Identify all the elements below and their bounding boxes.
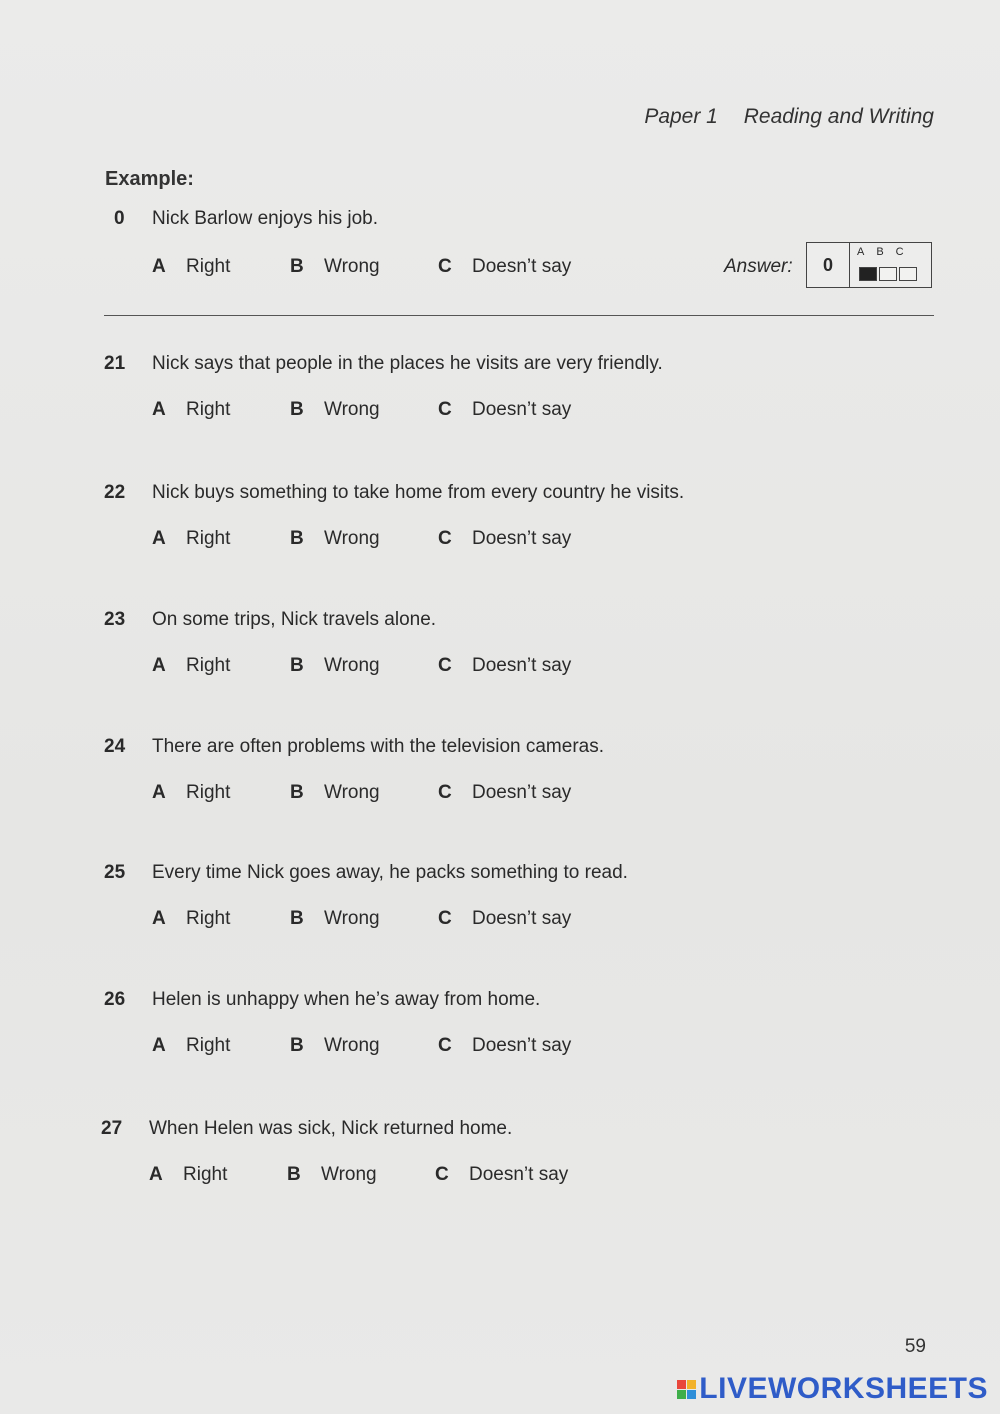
option-c[interactable]: C Doesn’t say xyxy=(438,782,572,803)
option-c[interactable]: C Doesn’t say xyxy=(438,1035,572,1056)
option-a[interactable]: A Right xyxy=(152,1035,231,1056)
question-text: On some trips, Nick travels alone. xyxy=(152,609,437,630)
question-text: Nick says that people in the places he visits are very friendly. xyxy=(152,353,663,374)
option-a[interactable]: A Right xyxy=(152,528,231,549)
answer-box xyxy=(806,242,932,288)
question-26 xyxy=(104,989,944,1065)
option-a[interactable]: A Right xyxy=(149,1164,228,1185)
option-a[interactable]: A Right xyxy=(152,399,231,420)
example-heading: Example: xyxy=(105,168,194,190)
option-b[interactable]: B Wrong xyxy=(290,1035,380,1056)
option-a[interactable]: A Right xyxy=(152,908,231,929)
answer-number: 0 xyxy=(807,243,850,287)
option-b[interactable]: B Wrong xyxy=(290,908,380,929)
question-text: Every time Nick goes away, he packs something to read. xyxy=(152,862,628,883)
question-22 xyxy=(104,482,944,558)
question-23 xyxy=(104,609,944,685)
option-b[interactable]: B Wrong xyxy=(287,1164,377,1185)
option-c[interactable]: C Doesn’t say xyxy=(438,528,572,549)
question-24 xyxy=(104,736,944,812)
question-text: When Helen was sick, Nick returned home. xyxy=(149,1118,513,1139)
question-number: 26 xyxy=(104,989,126,1010)
logo-icon xyxy=(677,1380,696,1399)
answer-label: Answer: xyxy=(724,256,793,277)
option-b[interactable]: B Wrong xyxy=(290,782,380,803)
option-b[interactable]: B Wrong xyxy=(290,399,380,420)
section-label: Reading and Writing xyxy=(743,105,934,128)
option-c: C Doesn’t say xyxy=(438,256,572,277)
divider xyxy=(104,315,934,316)
question-27 xyxy=(101,1118,941,1194)
question-text: There are often problems with the television cameras. xyxy=(152,736,604,757)
answer-square-a xyxy=(859,267,877,281)
paper-label: Paper 1 xyxy=(644,105,718,128)
answer-square-b xyxy=(879,267,897,281)
option-c[interactable]: C Doesn’t say xyxy=(438,908,572,929)
liveworksheets-logo xyxy=(677,1372,988,1406)
answer-letters: ABC xyxy=(857,246,916,258)
question-number: 25 xyxy=(104,862,126,883)
question-number: 21 xyxy=(104,353,126,374)
example-question xyxy=(104,208,944,286)
option-c[interactable]: C Doesn’t say xyxy=(435,1164,569,1185)
option-a: A Right xyxy=(152,256,231,277)
question-number: 22 xyxy=(104,482,126,503)
option-b[interactable]: B Wrong xyxy=(290,655,380,676)
question-text: Helen is unhappy when he’s away from home. xyxy=(152,989,541,1010)
logo-text: LIVEWORKSHEETS xyxy=(699,1372,988,1405)
option-c[interactable]: C Doesn’t say xyxy=(438,655,572,676)
option-a[interactable]: A Right xyxy=(152,782,231,803)
option-c[interactable]: C Doesn’t say xyxy=(438,399,572,420)
question-number: 0 xyxy=(114,208,125,229)
question-21 xyxy=(104,353,944,429)
page-header xyxy=(624,105,934,129)
question-number: 23 xyxy=(104,609,126,630)
question-number: 24 xyxy=(104,736,126,757)
question-25 xyxy=(104,862,944,938)
page-number: 59 xyxy=(904,1336,926,1357)
question-text: Nick buys something to take home from every country he visits. xyxy=(152,482,685,503)
answer-squares xyxy=(859,265,919,287)
question-text: Nick Barlow enjoys his job. xyxy=(152,208,378,229)
answer-square-c xyxy=(899,267,917,281)
option-a[interactable]: A Right xyxy=(152,655,231,676)
question-number: 27 xyxy=(101,1118,123,1139)
option-b: B Wrong xyxy=(290,256,380,277)
option-b[interactable]: B Wrong xyxy=(290,528,380,549)
